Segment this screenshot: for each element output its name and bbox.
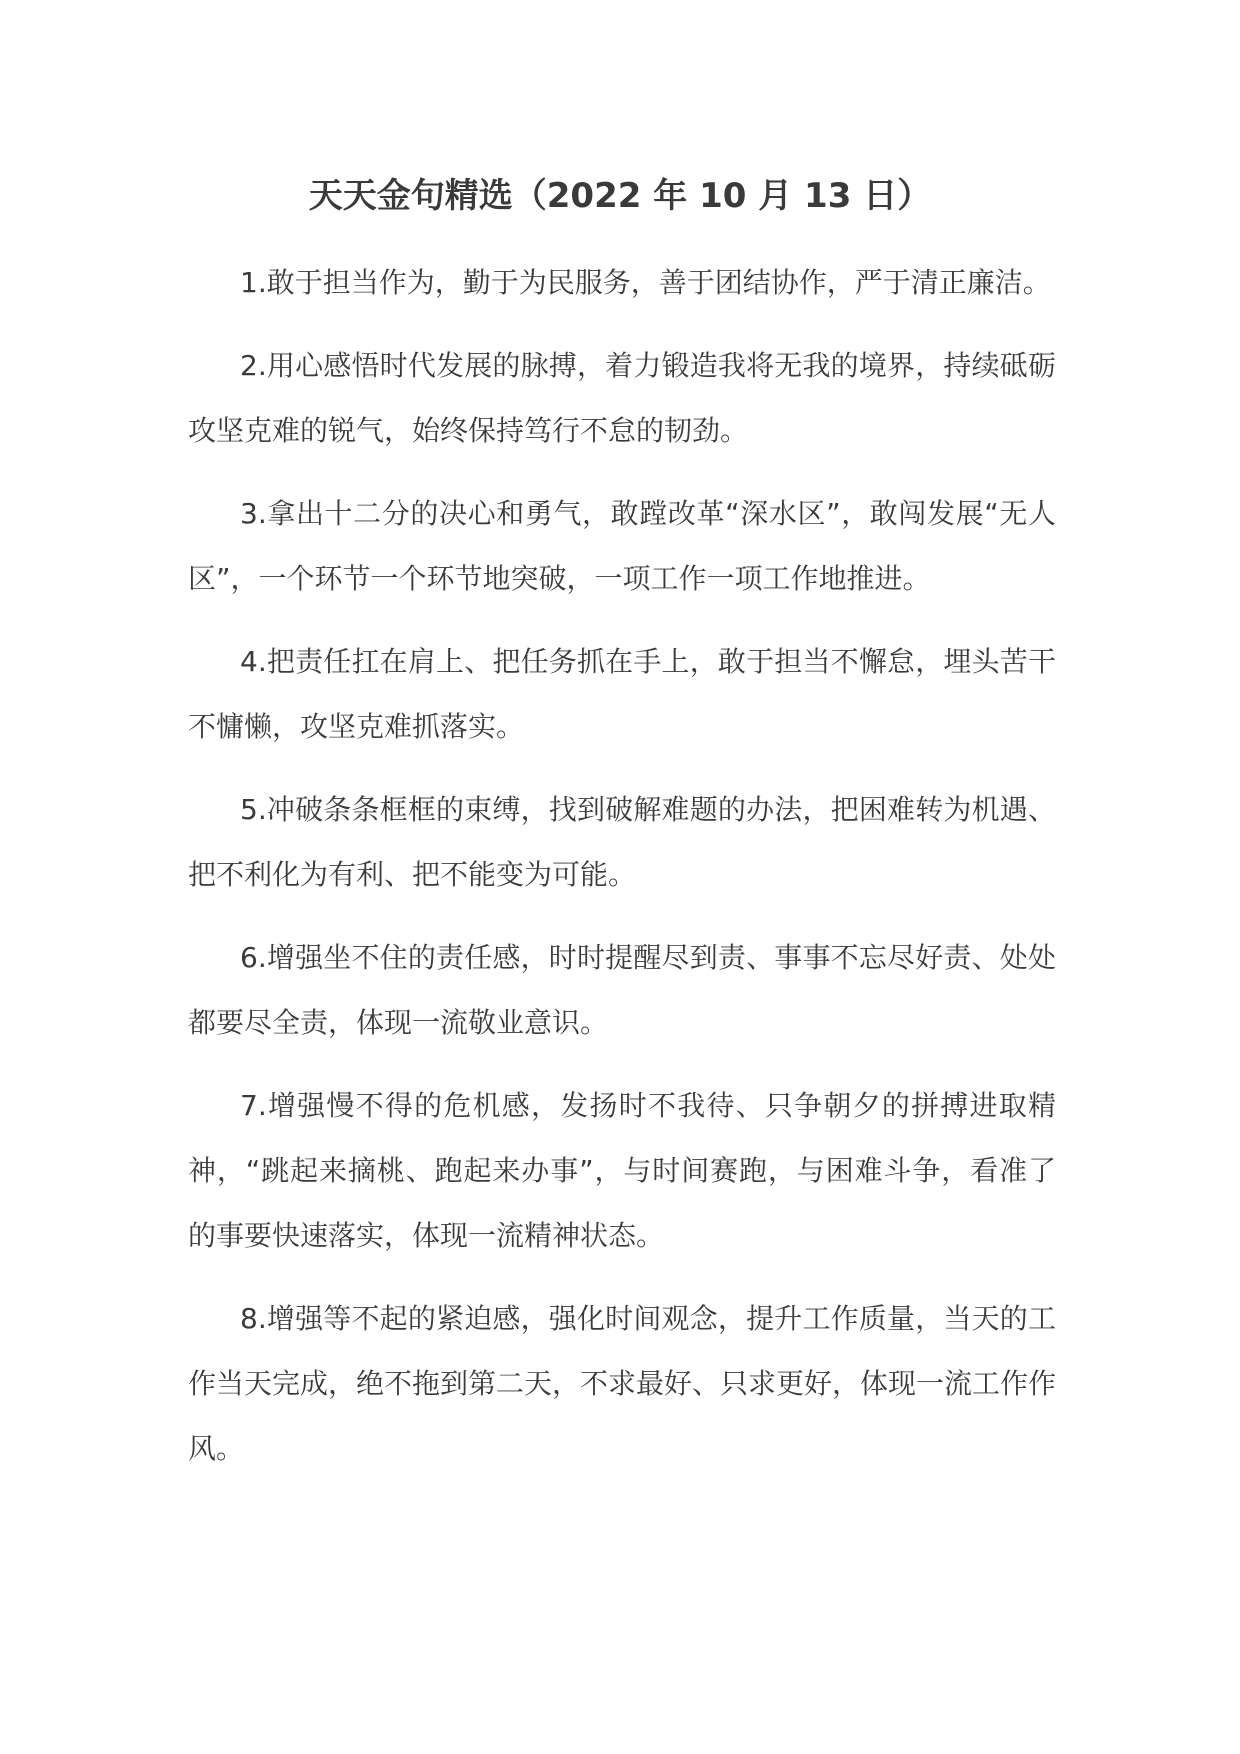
quote-paragraph-6: 6.增强坐不住的责任感，时时提醒尽到责、事事不忘尽好责、处处都要尽全责，体现一流敬业意识。 <box>188 941 1056 1039</box>
quote-paragraph-3: 3.拿出十二分的决心和勇气，敢蹚改革“深水区”，敢闯发展“无人区”，一个环节一个环节地突破，一项工作一项工作地推进。 <box>188 497 1056 595</box>
quote-paragraph-5: 5.冲破条条框框的束缚，找到破解难题的办法，把困难转为机遇、把不利化为有利、把不能变为可能。 <box>188 793 1056 891</box>
document-body <box>188 250 1056 1499</box>
document-title: 天天金句精选（2022 年 10 月 13 日） <box>308 176 932 216</box>
quote-paragraph-2: 2.用心感悟时代发展的脉搏，着力锻造我将无我的境界，持续砥砺攻坚克难的锐气，始终保持笃行不怠的韧劲。 <box>188 349 1056 447</box>
quote-paragraph-1: 1.敢于担当作为，勤于为民服务，善于团结协作，严于清正廉洁。 <box>240 266 1051 299</box>
quote-paragraph-4: 4.把责任扛在肩上、把任务抓在手上，敢于担当不懈怠，埋头苦干不慵懒，攻坚克难抓落实。 <box>188 645 1056 743</box>
quote-paragraph-8: 8.增强等不起的紧迫感，强化时间观念，提升工作质量，当天的工作当天完成，绝不拖到第二天，不求最好、只求更好，体现一流工作作风。 <box>188 1302 1057 1465</box>
quote-paragraph-7: 7.增强慢不得的危机感，发扬时不我待、只争朝夕的拼搏进取精神，“跳起来摘桃、跑起来办事”，与时间赛跑，与困难斗争，看准了的事要快速落实，体现一流精神状态。 <box>188 1089 1056 1252</box>
